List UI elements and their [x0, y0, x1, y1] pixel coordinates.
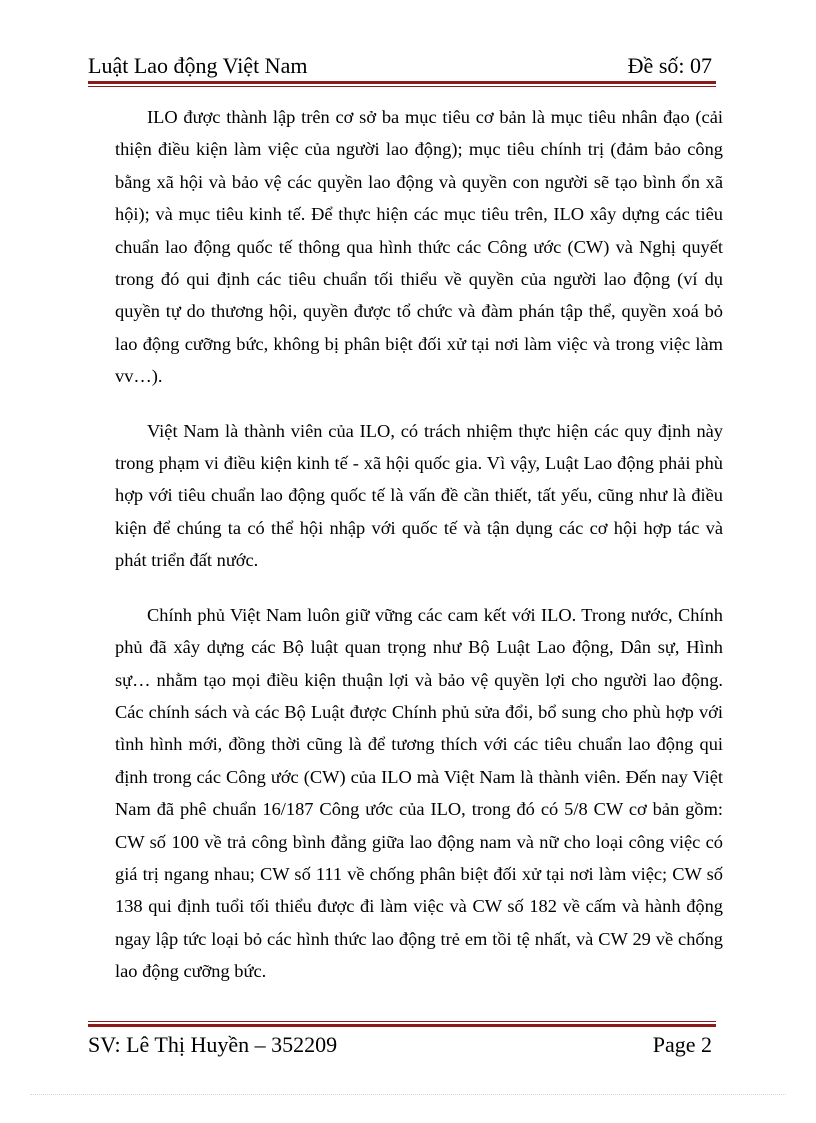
- footer-rule-thick: [88, 1024, 716, 1027]
- student-info: SV: Lê Thị Huyền – 352209: [88, 1032, 338, 1057]
- exam-number: Đề số: 07: [627, 53, 712, 78]
- page-number: Page 2: [652, 1032, 712, 1057]
- page-header: [88, 52, 716, 80]
- header-rule-thin: [88, 86, 716, 87]
- page-edge-divider: [30, 1094, 786, 1095]
- header-rule-thick: [88, 81, 716, 84]
- paragraph-ilo-objectives: ILO được thành lập trên cơ sở ba mục tiêu cơ bản là mục tiêu nhân đạo (cải thiện điều kiện làm việc của người lao động); mục tiêu chính trị (đảm bảo công bằng xã hội và bảo vệ các quyền lao động và quyền con người sẽ tạo bình ổn xã hội); và mục tiêu kinh tế. Để thực hiện các mục tiêu trên, ILO xây dựng các tiêu chuẩn lao động quốc tế thông qua hình thức các Công ước (CW) và Nghị quyết trong đó qui định các tiêu chuẩn tối thiểu về quyền của người lao động (ví dụ quyền tự do thương hội, quyền được tổ chức và đàm phán tập thể, quyền xoá bỏ lao động cưỡng bức, không bị phân biệt đối xử tại nơi làm việc và trong việc làm vv…).: [115, 107, 723, 387]
- paragraph-vietnam-member: Việt Nam là thành viên của ILO, có trách nhiệm thực hiện các quy định này trong phạm vi điều kiện kinh tế - xã hội quốc gia. Vì vậy, Luật Lao động phải phù hợp với tiêu chuẩn lao động quốc tế là vấn đề cần thiết, tất yếu, cũng như là điều kiện để chúng ta có thể hội nhập với quốc tế và tận dụng các cơ hội hợp tác và phát triển đất nước.: [115, 420, 723, 571]
- page-footer: [88, 1031, 716, 1059]
- document-title: Luật Lao động Việt Nam: [88, 53, 308, 78]
- document-body: [115, 101, 723, 1010]
- footer-rule-thin: [88, 1021, 716, 1022]
- paragraph-government-commitments: Chính phủ Việt Nam luôn giữ vững các cam kết với ILO. Trong nước, Chính phủ đã xây dựng các Bộ luật quan trọng như Bộ Luật Lao động, Dân sự, Hình sự… nhằm tạo mọi điều kiện thuận lợi và bảo vệ quyền lợi cho người lao động. Các chính sách và các Bộ Luật được Chính phủ sửa đổi, bổ sung cho phù hợp với tình hình mới, đồng thời cũng là để tương thích với các tiêu chuẩn lao động qui định trong các Công ước (CW) của ILO mà Việt Nam là thành viên. Đến nay Việt Nam đã phê chuẩn 16/187 Công ước của ILO, trong đó có 5/8 CW cơ bản gồm: CW số 100 về trả công bình đẳng giữa lao động nam và nữ cho loại công việc có giá trị ngang nhau; CW số 111 về chống phân biệt đối xử tại nơi làm việc; CW số 138 qui định tuổi tối thiểu được đi làm việc và CW số 182 về cấm và hành động ngay lập tức loại bỏ các hình thức lao động trẻ em tồi tệ nhất, và CW 29 về chống lao động cưỡng bức.: [115, 604, 723, 982]
